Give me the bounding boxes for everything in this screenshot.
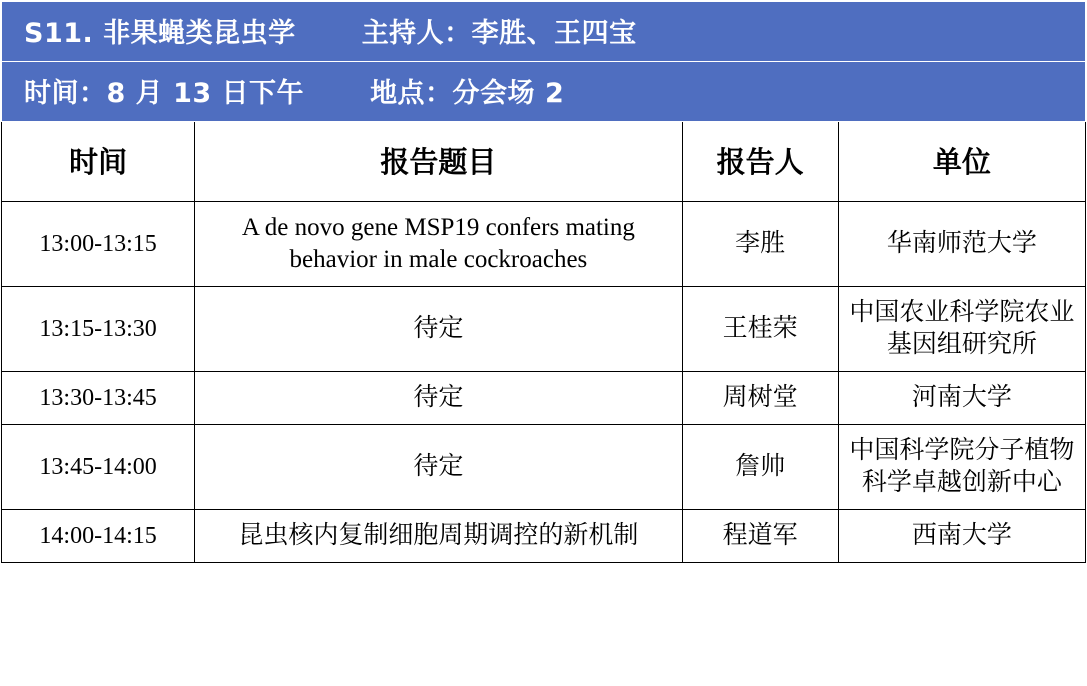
cell-title: 待定	[195, 287, 682, 372]
cell-org: 中国农业科学院农业基因组研究所	[838, 287, 1085, 372]
table-row	[2, 425, 1086, 510]
cell-title: 待定	[195, 425, 682, 510]
table-row	[2, 202, 1086, 287]
session-venue-text: 地点：分会场 2	[370, 78, 565, 109]
cell-speaker: 程道军	[682, 510, 838, 563]
session-meta-row	[2, 62, 1086, 122]
column-header-title: 报告题目	[195, 122, 682, 202]
table-header-row	[2, 122, 1086, 202]
cell-speaker: 詹帅	[682, 425, 838, 510]
cell-org: 西南大学	[838, 510, 1085, 563]
schedule-table	[1, 1, 1086, 563]
cell-time: 14:00-14:15	[2, 510, 195, 563]
session-time-text: 时间：8 月 13 日下午	[24, 78, 305, 109]
session-title-row	[2, 2, 1086, 62]
cell-title: A de novo gene MSP19 confers mating behavior in male cockroaches	[195, 202, 682, 287]
session-title-cell	[2, 2, 1086, 62]
session-title-text: S11. 非果蝇类昆虫学	[24, 18, 296, 49]
session-meta-cell	[2, 62, 1086, 122]
cell-org: 华南师范大学	[838, 202, 1085, 287]
cell-speaker: 王桂荣	[682, 287, 838, 372]
cell-time: 13:00-13:15	[2, 202, 195, 287]
column-header-speaker: 报告人	[682, 122, 838, 202]
cell-title: 昆虫核内复制细胞周期调控的新机制	[195, 510, 682, 563]
cell-title: 待定	[195, 372, 682, 425]
session-chair-text: 主持人：李胜、王四宝	[361, 18, 637, 49]
cell-time: 13:30-13:45	[2, 372, 195, 425]
cell-time: 13:45-14:00	[2, 425, 195, 510]
cell-speaker: 周树堂	[682, 372, 838, 425]
column-header-time: 时间	[2, 122, 195, 202]
cell-speaker: 李胜	[682, 202, 838, 287]
table-row	[2, 510, 1086, 563]
cell-org: 中国科学院分子植物科学卓越创新中心	[838, 425, 1085, 510]
cell-time: 13:15-13:30	[2, 287, 195, 372]
session-schedule-document	[0, 1, 1087, 686]
table-row	[2, 287, 1086, 372]
cell-org: 河南大学	[838, 372, 1085, 425]
column-header-org: 单位	[838, 122, 1085, 202]
table-row	[2, 372, 1086, 425]
